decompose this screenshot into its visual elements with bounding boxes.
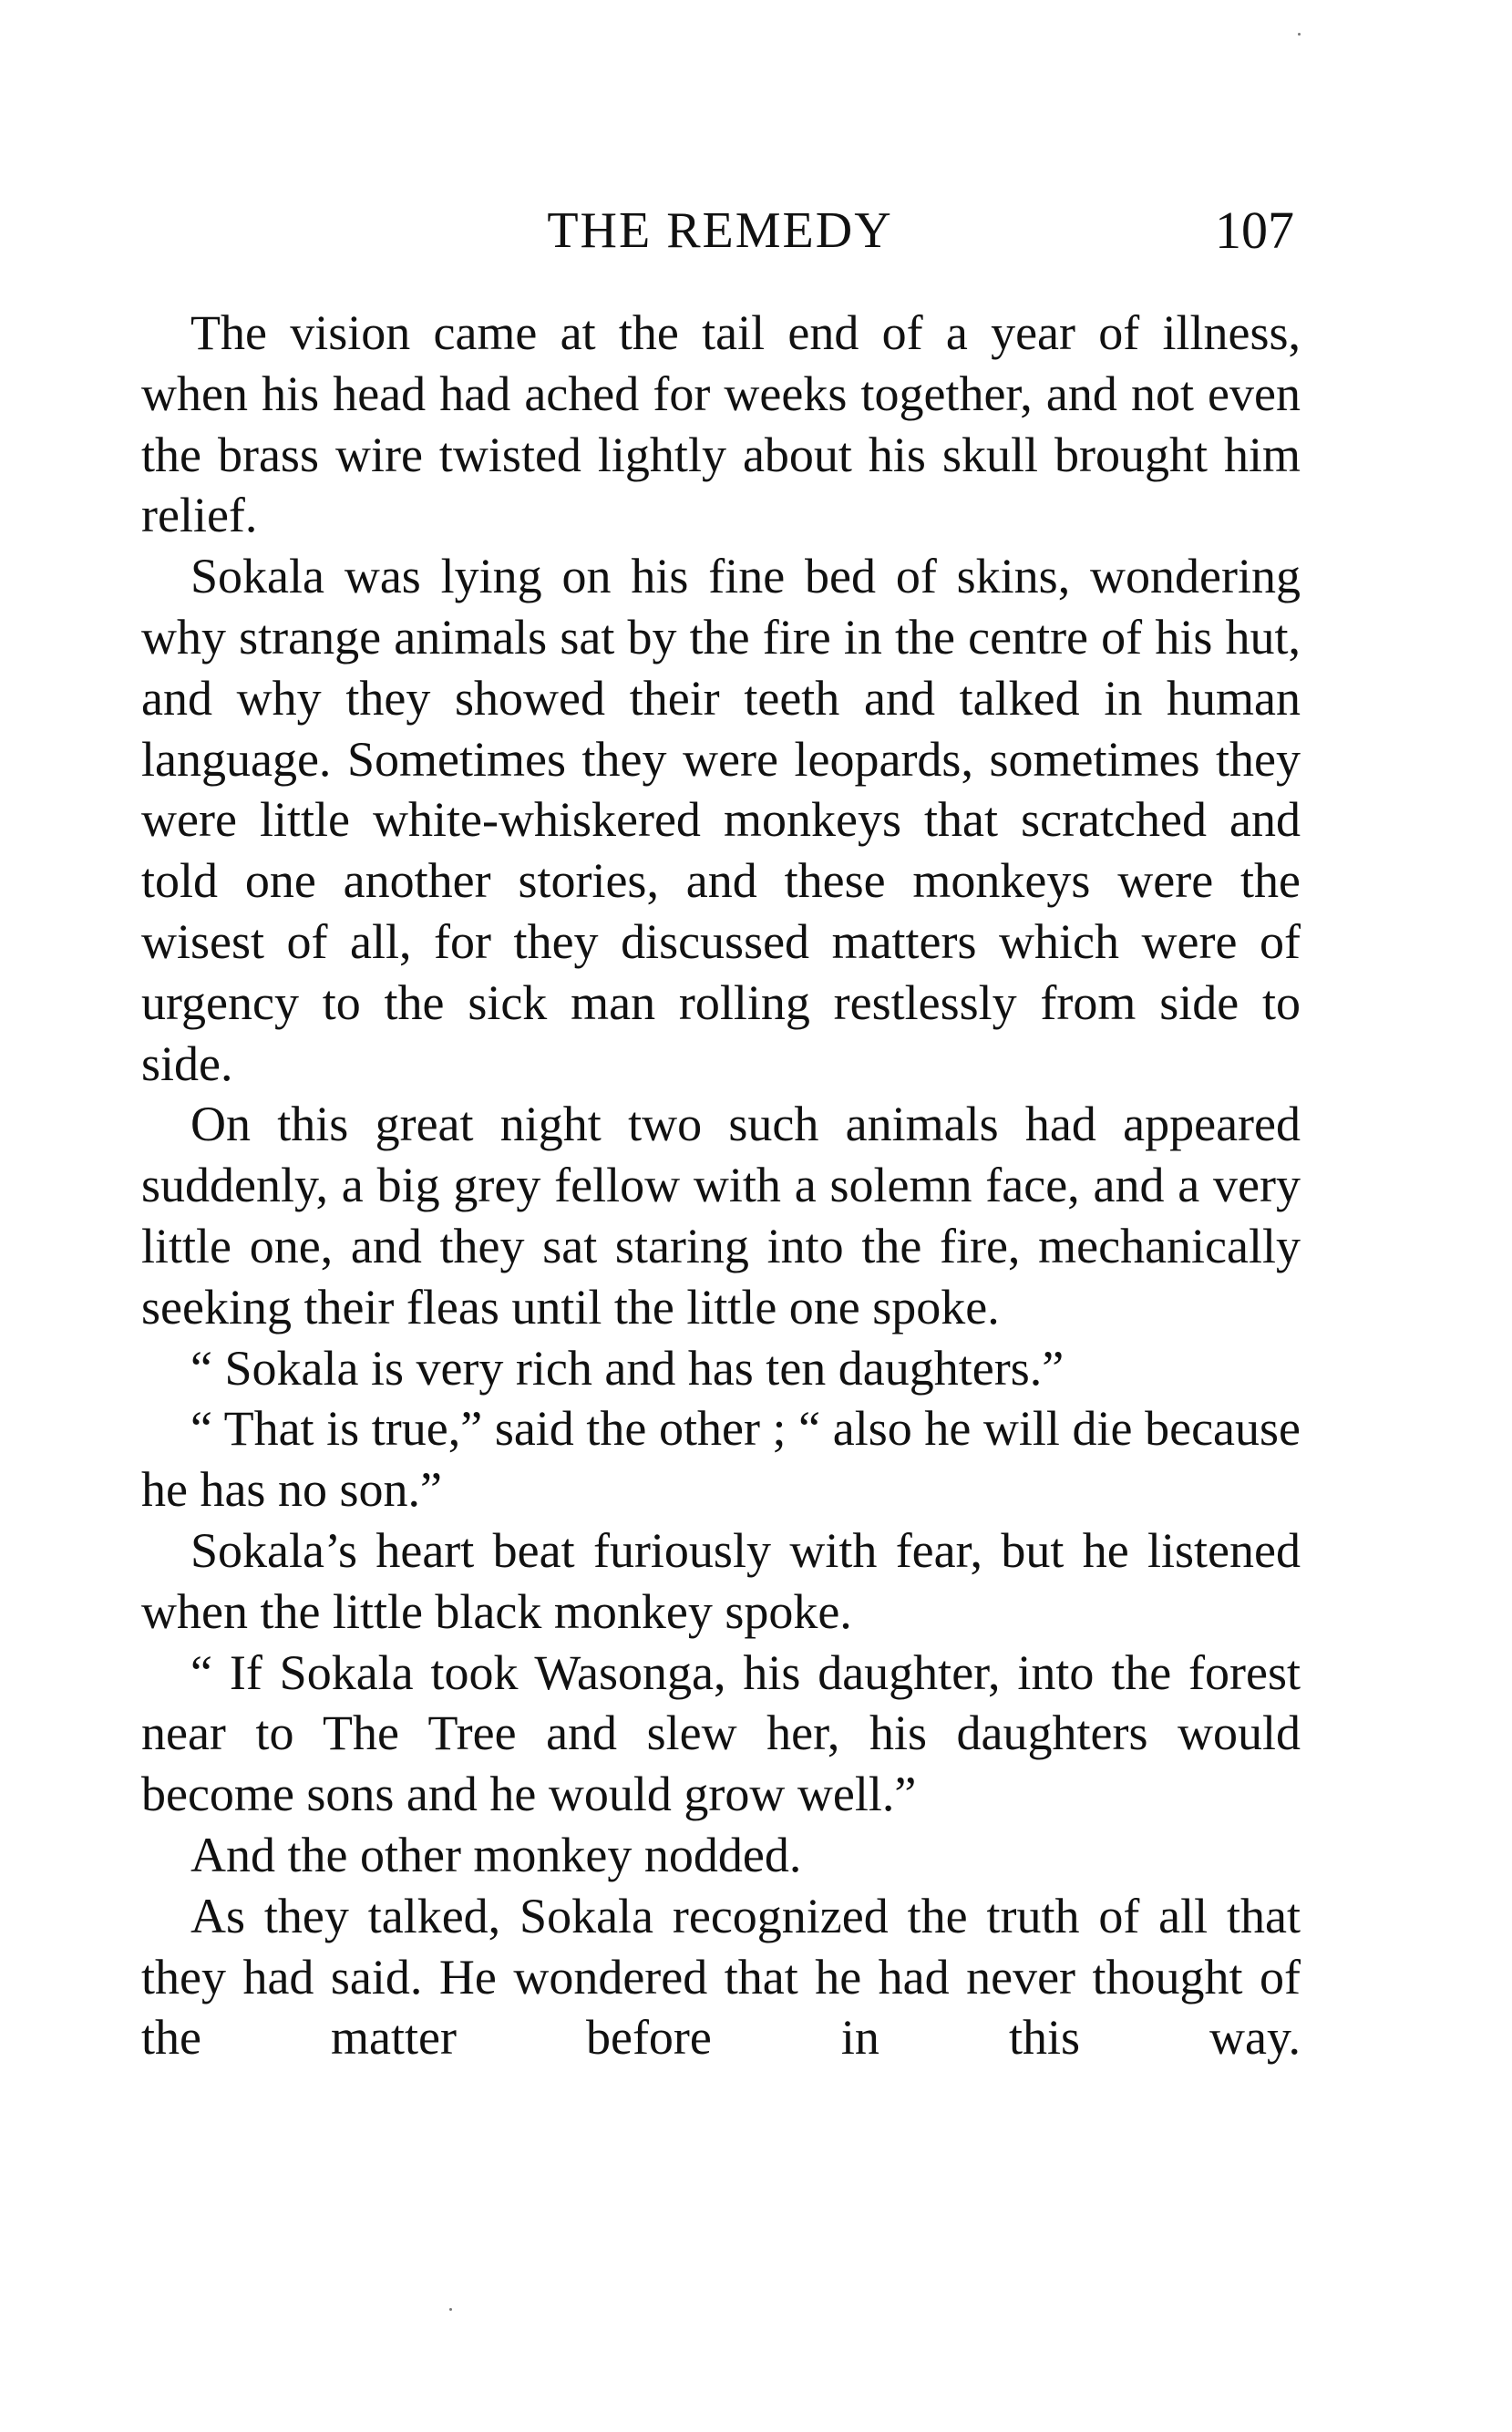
chapter-title: THE REMEDY	[547, 202, 893, 259]
paper-speck	[449, 2308, 452, 2311]
paragraph-2: Sokala was lying on his fine bed of skins, wondering why strange animals sat by the fire in the centre of his hut, and why they showed their teeth and talked in human language. Sometimes they were leopards, sometimes they were little white-whiskered monkeys that scratched and told one another stories, and these monkeys were the wisest of all, for they discussed matters which were of urgency to the sick man rolling restlessly from side to side.	[141, 549, 1301, 1091]
paragraph-4: “ Sokala is very rich and has ten daughters.”	[190, 1340, 1065, 1396]
paragraph-9: As they talked, Sokala recognized the truth of all that they had said. He wondered that he had never thought of the matter before in this way.	[141, 1888, 1301, 2066]
page-number: 107	[1215, 201, 1294, 260]
body-text	[141, 303, 1301, 2068]
paragraph-3: On this great night two such animals had appeared suddenly, a big grey fellow with a solemn face, and a very little one, and they sat staring into the fire, mechanically seeking their fleas until the little one spoke.	[141, 1097, 1301, 1335]
running-header	[0, 199, 1512, 263]
paragraph-7: “ If Sokala took Wasonga, his daughter, into the forest near to The Tree and slew her, his daughters would become sons and he would grow well.”	[141, 1644, 1301, 1822]
paragraph-5: “ That is true,” said the other ; “ also he will die because he has no son.”	[141, 1401, 1301, 1518]
paragraph-1: The vision came at the tail end of a year of illness, when his head had ached for weeks together, and not even the brass wire twisted lightly about his skull brought him relief.	[141, 305, 1301, 543]
paragraph-8: And the other monkey nodded.	[190, 1827, 802, 1882]
paragraph-6: Sokala’s heart beat furiously with fear, but he listened when the little black monkey spoke.	[141, 1522, 1301, 1639]
paper-speck	[1298, 33, 1301, 36]
